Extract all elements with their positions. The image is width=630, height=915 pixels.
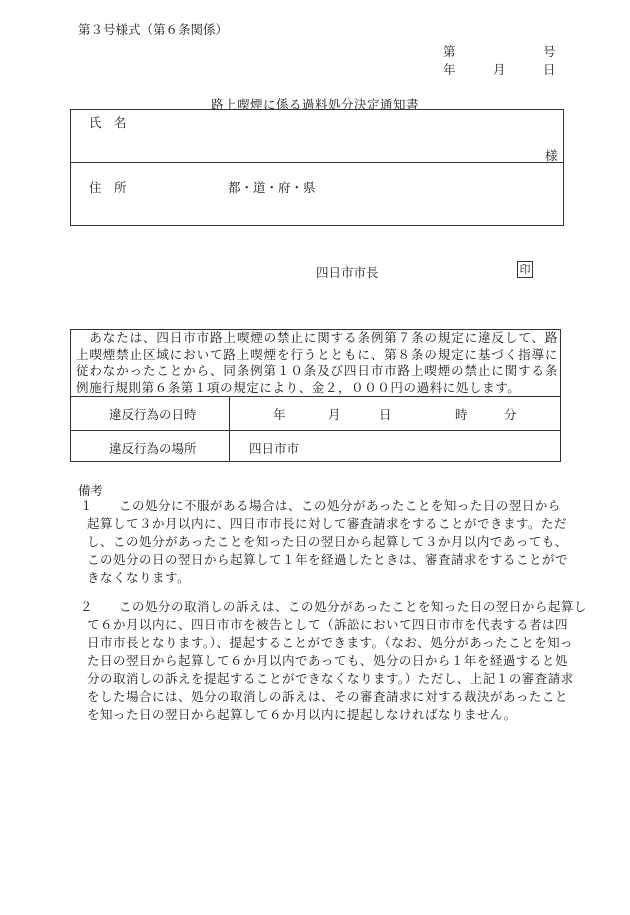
address-label: 住 所 bbox=[89, 180, 127, 195]
notice-divider bbox=[71, 396, 560, 397]
form-id: 第３号様式（第６条関係） bbox=[78, 22, 229, 37]
remark-2-number: ２ bbox=[80, 599, 94, 614]
table-column-divider bbox=[229, 396, 230, 461]
name-label: 氏 名 bbox=[89, 115, 127, 130]
dt-month: 月 bbox=[328, 407, 341, 422]
doc-number-prefix: 第 bbox=[443, 44, 456, 59]
remarks-heading: 備考 bbox=[78, 483, 104, 498]
honorific: 様 bbox=[545, 148, 558, 163]
remark-1-line: 起算して３か月以内に、四日市市長に対して審査請求をすることができます。ただ bbox=[87, 516, 568, 531]
prefecture-options: 都・道・府・県 bbox=[228, 180, 316, 195]
table-divider bbox=[71, 430, 560, 431]
remark-2-line: を知った日の翌日から起算して６か月以内に提起しなければなりません。 bbox=[87, 707, 517, 722]
remark-2-line: 日市市長となります。）、提起することができます。（なお、処分があったことを知っ bbox=[87, 635, 574, 650]
remark-1-line: １ この処分に不服がある場合は、この処分があったことを知った日の翌日から bbox=[80, 498, 561, 513]
dt-minute: 分 bbox=[504, 407, 517, 422]
date-month: 月 bbox=[493, 62, 506, 77]
remark-item-2 bbox=[80, 598, 587, 724]
remark-2-line: て６か月以内に、四日市市を被告として（訴訟において四日市市を代表する者は四 bbox=[87, 617, 569, 632]
place-label: 違反行為の場所 bbox=[109, 441, 197, 456]
doc-number-suffix: 号 bbox=[543, 44, 556, 59]
dt-year: 年 bbox=[273, 407, 286, 422]
recipient-box bbox=[70, 109, 564, 226]
issuer-title: 四日市市長 bbox=[316, 265, 379, 280]
remark-1-number: １ bbox=[80, 498, 94, 513]
remark-2-line: 分の取消しの訴えを提起することができなくなります。）ただし、上記１の審査請求 bbox=[87, 671, 574, 686]
seal-mark: 印 bbox=[517, 261, 533, 278]
remark-1-line: きなくなります。 bbox=[87, 570, 191, 585]
date-year: 年 bbox=[443, 62, 456, 77]
remark-2-line: ２ この処分の取消しの訴えは、この処分があったことを知った日の翌日から起算し bbox=[80, 599, 587, 614]
document-title: 路上喫煙に係る過料処分決定通知書 bbox=[210, 97, 419, 112]
datetime-label: 違反行為の日時 bbox=[109, 407, 197, 422]
remark-2-line: をした場合には、処分の取消しの訴えは、その審査請求に対する裁決があったこと bbox=[87, 689, 568, 704]
remark-1-line: し、この処分があったことを知った日の翌日から起算して３か月以内であっても、 bbox=[87, 534, 568, 549]
dt-day: 日 bbox=[379, 407, 392, 422]
notice-box bbox=[70, 329, 561, 462]
notice-text bbox=[76, 330, 558, 396]
notice-body: あなたは、四日市市路上喫煙の禁止に関する条例第７条の規定に違反して、路上喫煙禁止区域において路上喫煙を行うとともに、第８条の規定に基づく指導に従わなかったことから、同条例第１０条及び四日市市路上喫煙の禁止に関する条例施行規則第６条第１項の規定により、金２，０００円の過料に処します。 bbox=[76, 330, 558, 395]
remark-item-1 bbox=[80, 497, 568, 587]
remark-2-line: た日の翌日から起算して６か月以内であっても、処分の日から１年を経過すると処 bbox=[87, 653, 568, 668]
dt-hour: 時 bbox=[455, 407, 468, 422]
recipient-divider bbox=[71, 162, 563, 163]
remark-1-line: この処分の日の翌日から起算して１年を経過したときは、審査請求をすることがで bbox=[87, 552, 569, 567]
place-value: 四日市市 bbox=[249, 441, 300, 456]
date-day: 日 bbox=[543, 62, 556, 77]
